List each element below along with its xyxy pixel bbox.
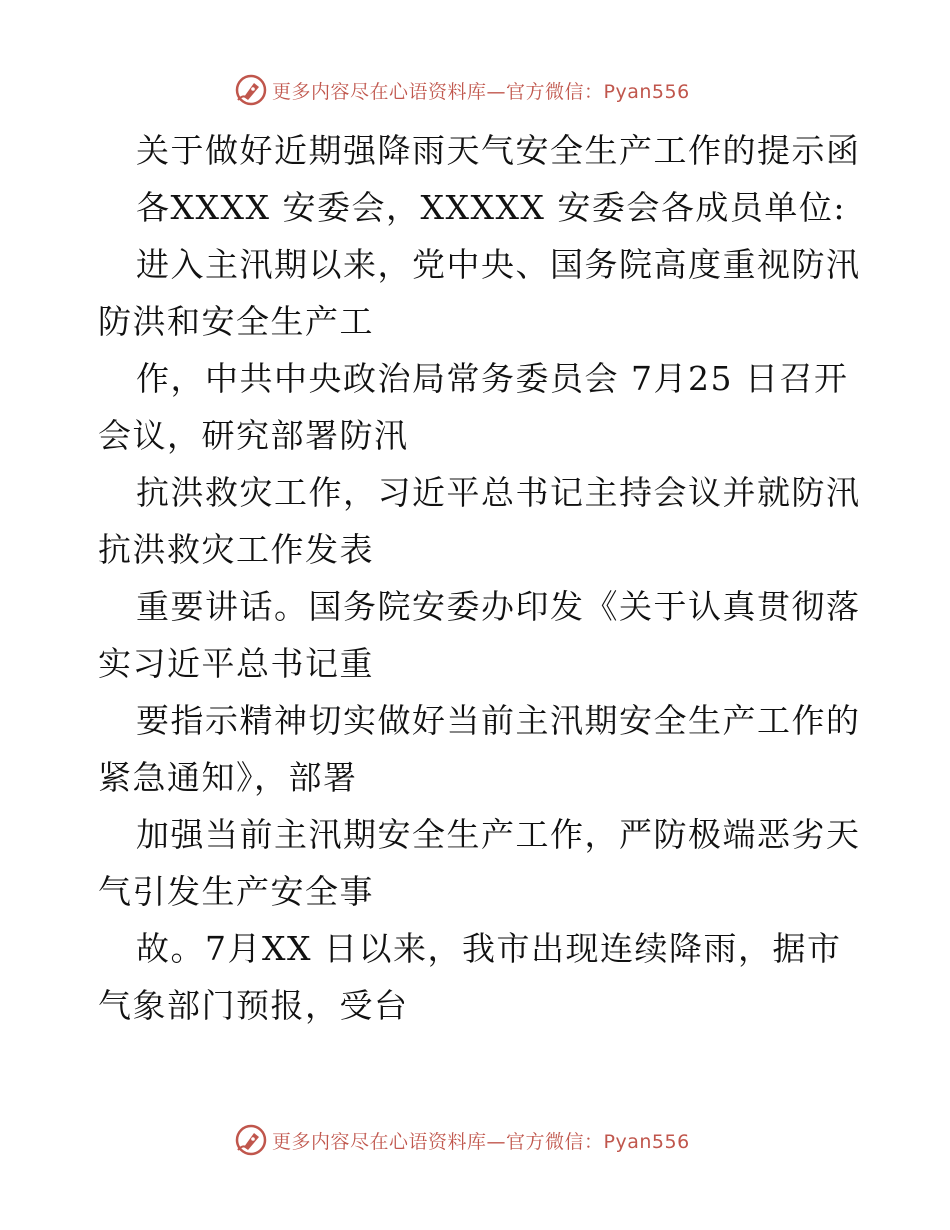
body-line: 加强当前主汛期安全生产工作，严防极端恶劣天 — [136, 815, 861, 854]
body-line: 防洪和安全生产工 — [98, 302, 374, 341]
body-line: 抗洪救灾工作发表 — [98, 530, 374, 569]
body-line: 实习近平总书记重 — [98, 644, 374, 683]
pen-nib-badge-icon — [234, 73, 268, 107]
document-title: 关于做好近期强降雨天气安全生产工作的提示函 — [136, 131, 861, 170]
body-line: 气象部门预报，受台 — [98, 986, 409, 1025]
body-line: 紧急通知》，部署 — [98, 758, 358, 797]
body-paragraphs — [98, 236, 861, 1034]
header-watermark — [234, 73, 794, 107]
body-line: 故。7月XX 日以来，我市出现连续降雨，据市 — [136, 929, 842, 968]
watermark-text: 更多内容尽在心语资料库—官方微信：Pyan556 — [272, 1130, 690, 1153]
body-line: 进入主汛期以来，党中央、国务院高度重视防汛 — [136, 245, 861, 284]
body-line: 作，中共中央政治局常务委员会 7月25 日召开 — [136, 359, 849, 398]
footer-watermark — [234, 1123, 794, 1157]
document-body — [98, 122, 861, 1034]
body-line: 重要讲话。国务院安委办印发《关于认真贯彻落 — [136, 587, 861, 626]
body-line: 会议，研究部署防汛 — [98, 416, 409, 455]
body-line: 气引发生产安全事 — [98, 872, 374, 911]
body-line: 要指示精神切实做好当前主汛期安全生产工作的 — [136, 701, 861, 740]
salutation: 各XXXX 安委会，XXXXX 安委会各成员单位: — [136, 188, 847, 227]
body-line: 抗洪救灾工作，习近平总书记主持会议并就防汛 — [136, 473, 861, 512]
watermark-text: 更多内容尽在心语资料库—官方微信：Pyan556 — [272, 80, 690, 103]
watermark-wechat-id: Pyan556 — [603, 80, 690, 103]
pen-nib-badge-icon — [234, 1123, 268, 1157]
watermark-wechat-id: Pyan556 — [603, 1130, 690, 1153]
